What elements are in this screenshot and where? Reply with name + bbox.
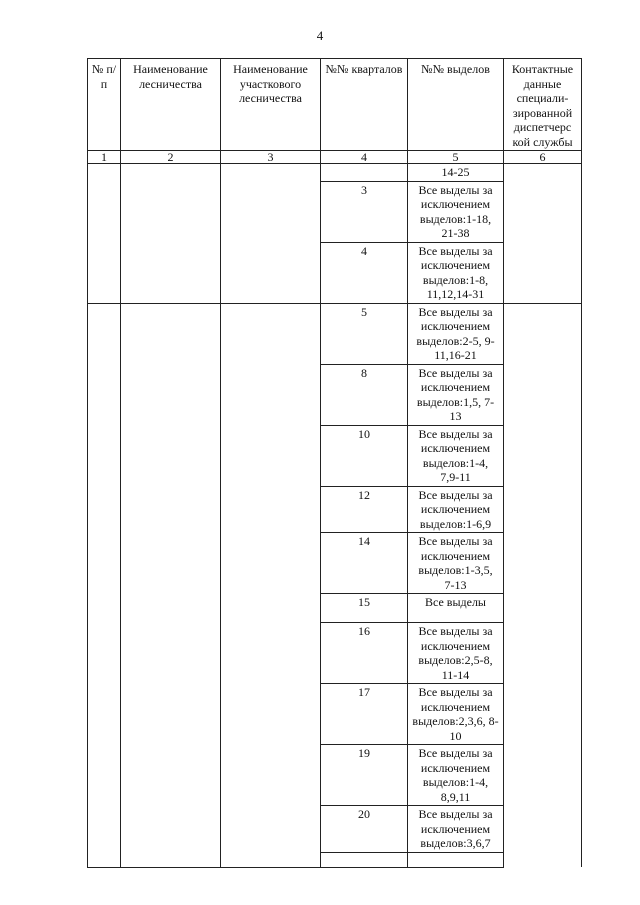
- cell-kvartal: 10: [321, 425, 408, 486]
- forestry-table: [87, 58, 582, 868]
- cell-kvartal: 12: [321, 486, 408, 533]
- table-row: [88, 164, 582, 182]
- table-row: [88, 303, 582, 364]
- cell-vydely: Все выделы за исключением выделов:2,5-8, 11-14: [408, 623, 504, 684]
- column-number-row: [88, 151, 582, 164]
- cell-kvartal: 17: [321, 684, 408, 745]
- cell-lesnichestvo: [121, 303, 221, 867]
- header-row: [88, 59, 582, 151]
- cell-vydely: Все выделы за исключением выделов:2,3,6, 8-10: [408, 684, 504, 745]
- cell-number: [88, 303, 121, 867]
- cell-uchastkovoe: [221, 164, 321, 304]
- header-vydely: №№ выделов: [408, 59, 504, 151]
- cell-kvartal: 19: [321, 745, 408, 806]
- column-number: 6: [504, 151, 582, 164]
- header-number: № п/п: [88, 59, 121, 151]
- page-number: 4: [316, 28, 324, 43]
- column-number: 4: [321, 151, 408, 164]
- cell-vydely: [408, 852, 504, 867]
- cell-uchastkovoe: [221, 303, 321, 867]
- cell-kvartal: 20: [321, 806, 408, 853]
- cell-kvartal: 3: [321, 181, 408, 242]
- header-contacts: Контактные данные специали-зированной диспетчерс кой службы: [504, 59, 582, 151]
- cell-vydely: Все выделы за исключением выделов:3,6,7: [408, 806, 504, 853]
- cell-vydely: Все выделы за исключением выделов:1-6,9: [408, 486, 504, 533]
- cell-vydely: Все выделы за исключением выделов:2-5, 9-11,16-21: [408, 303, 504, 364]
- header-lesnichestvo: Наименование лесничества: [121, 59, 221, 151]
- cell-lesnichestvo: [121, 164, 221, 304]
- cell-vydely: Все выделы за исключением выделов:1-4, 8,9,11: [408, 745, 504, 806]
- column-number: 3: [221, 151, 321, 164]
- cell-vydely: Все выделы за исключением выделов:1-4, 7,9-11: [408, 425, 504, 486]
- cell-vydely: Все выделы за исключением выделов:1-18, 21-38: [408, 181, 504, 242]
- cell-number: [88, 164, 121, 304]
- cell-vydely: Все выделы за исключением выделов:1,5, 7-13: [408, 364, 504, 425]
- cell-kvartal: [321, 852, 408, 867]
- cell-kvartal: 5: [321, 303, 408, 364]
- header-uchastkovoe: Наименование участкового лесничества: [221, 59, 321, 151]
- cell-contacts: [504, 303, 582, 867]
- cell-kvartal: 8: [321, 364, 408, 425]
- cell-kvartal: [321, 164, 408, 182]
- cell-kvartal: 14: [321, 533, 408, 594]
- cell-vydely: 14-25: [408, 164, 504, 182]
- column-number: 1: [88, 151, 121, 164]
- column-number: 5: [408, 151, 504, 164]
- cell-contacts: [504, 164, 582, 304]
- cell-kvartal: 4: [321, 242, 408, 303]
- cell-vydely: Все выделы за исключением выделов:1-8, 11,12,14-31: [408, 242, 504, 303]
- header-kvartaly: №№ кварталов: [321, 59, 408, 151]
- cell-kvartal: 16: [321, 623, 408, 684]
- cell-vydely: Все выделы: [408, 594, 504, 623]
- cell-vydely: Все выделы за исключением выделов:1-3,5, 7-13: [408, 533, 504, 594]
- cell-kvartal: 15: [321, 594, 408, 623]
- column-number: 2: [121, 151, 221, 164]
